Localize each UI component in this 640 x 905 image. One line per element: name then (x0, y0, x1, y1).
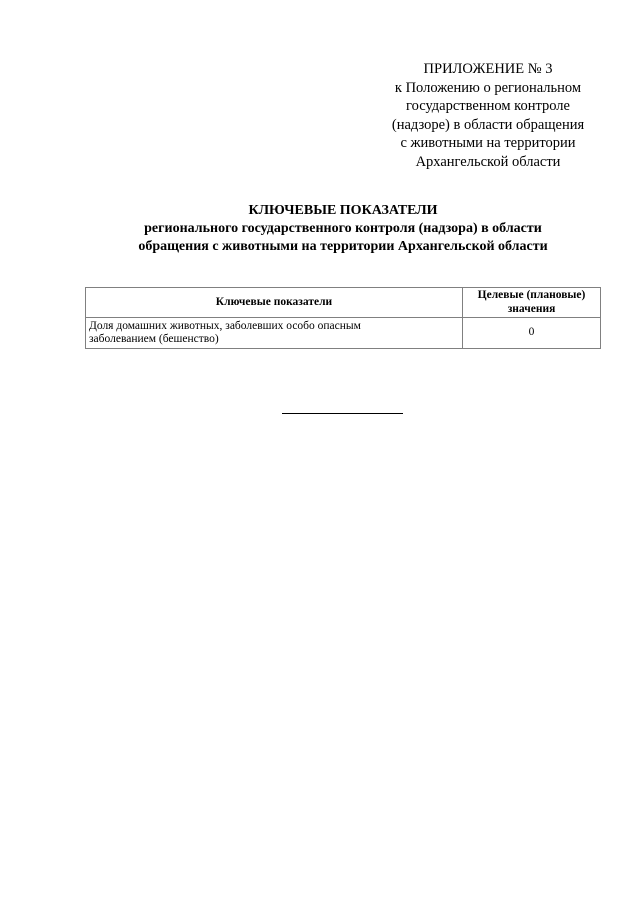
header-target-line: значения (507, 302, 556, 315)
appendix-line: к Положению о региональном (394, 79, 582, 96)
appendix-line: Архангельской области (415, 153, 561, 170)
table-row (86, 318, 601, 349)
document-title (60, 202, 626, 256)
appendix-number: ПРИЛОЖЕНИЕ № 3 (423, 61, 553, 77)
target-value-cell: 0 (463, 318, 601, 349)
header-target-line: Целевые (плановые) (477, 289, 586, 301)
header-target-values (463, 288, 601, 318)
appendix-line: (надзоре) в области обращения (391, 116, 585, 133)
appendix-line: государственном контроле (406, 98, 570, 114)
title-heading: КЛЮЧЕВЫЕ ПОКАЗАТЕЛИ (248, 203, 438, 218)
appendix-header (370, 60, 606, 171)
indicator-cell (86, 318, 463, 349)
indicator-text-line: Доля домашних животных, заболевших особо опасным (89, 319, 361, 332)
title-subheading: обращения с животными на территории Архангельской области (138, 239, 548, 254)
header-indicator: Ключевые показатели (86, 288, 463, 318)
closing-separator-line (282, 413, 403, 414)
appendix-line: с животными на территории (400, 135, 576, 151)
key-indicators-table (85, 287, 601, 349)
indicator-text-line: заболеванием (бешенство) (89, 333, 219, 345)
title-subheading: регионального государственного контроля (надзора) в области (144, 221, 542, 236)
table-header-row (86, 288, 601, 318)
